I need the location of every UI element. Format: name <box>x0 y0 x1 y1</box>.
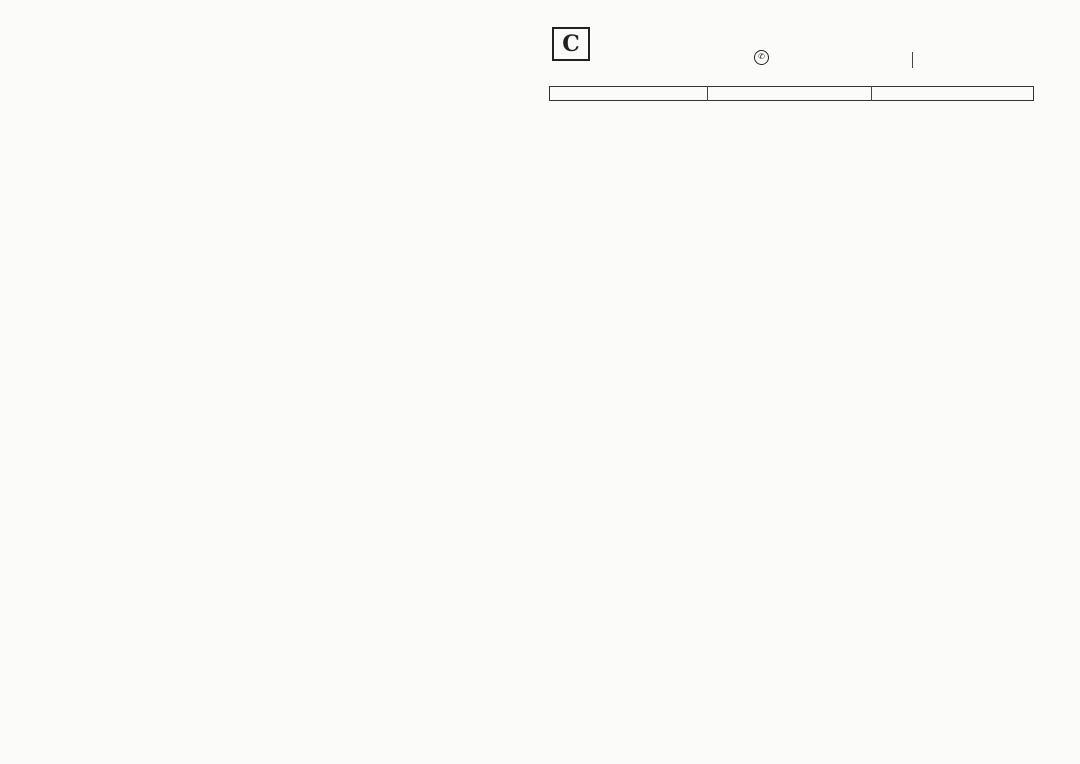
order-bar-divider-2 <box>871 86 872 101</box>
header-divider <box>912 52 913 68</box>
column-lamian-appetizer <box>790 0 1080 764</box>
brand-logo: C <box>552 27 590 61</box>
column-vegetables-dessert <box>0 0 270 764</box>
column-beverage <box>270 0 536 764</box>
order-bar-divider-1 <box>707 86 708 101</box>
order-info-bar <box>549 86 1034 101</box>
column-dimsum <box>536 0 790 764</box>
whatsapp-icon: ✆ <box>754 50 769 65</box>
